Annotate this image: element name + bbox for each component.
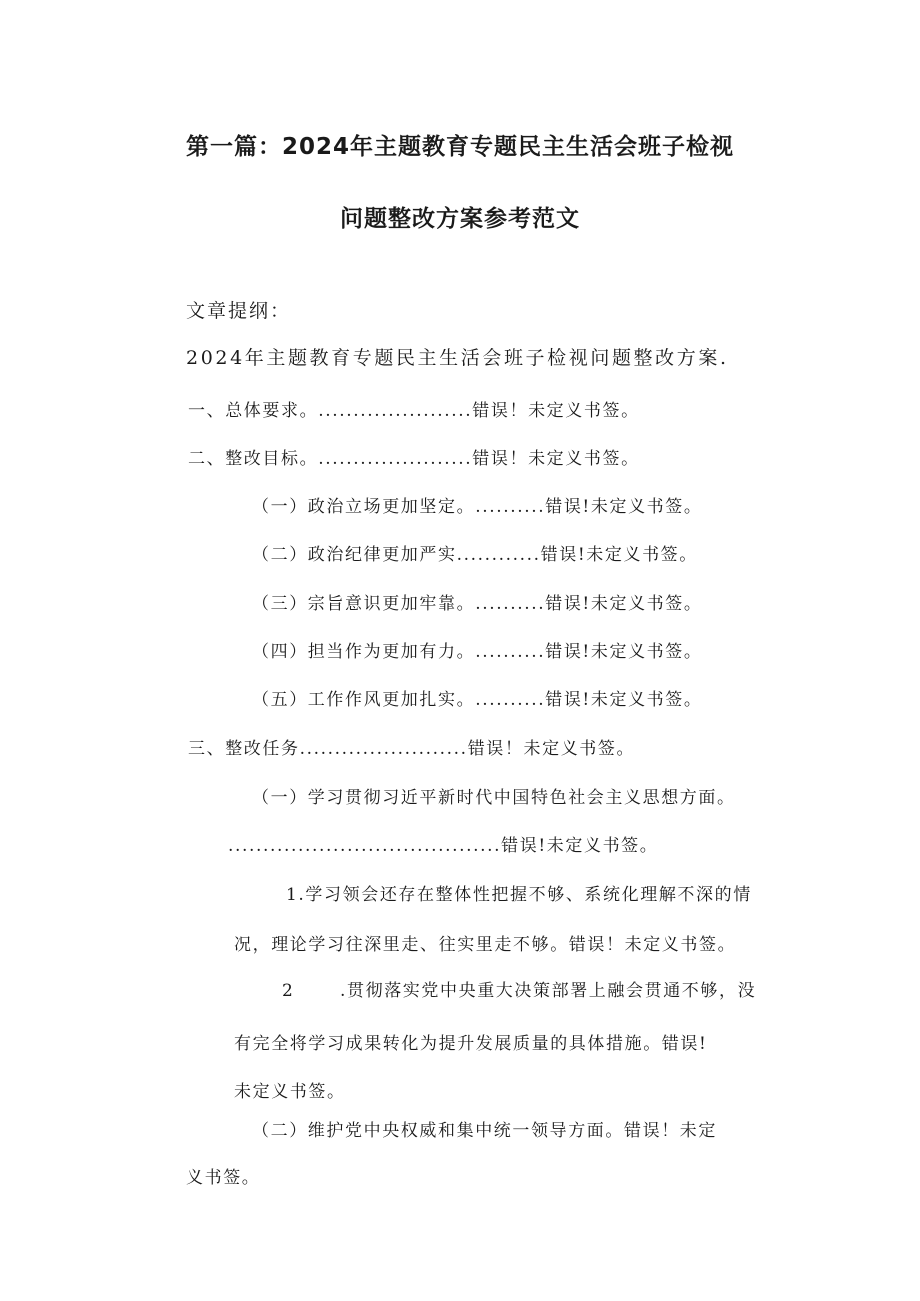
toc-entry[interactable]: 二、整改目标。......................错误！未定义书签。: [188, 449, 640, 469]
document-title-line-2: 问题整改方案参考范文: [340, 206, 580, 232]
toc-entry[interactable]: （四）担当作为更加有力。..........错误!未定义书签。: [252, 642, 703, 662]
toc-entry-continuation[interactable]: 况，理论学习往深里走、往实里走不够。错误！未定义书签。: [234, 935, 737, 955]
toc-entry-continuation[interactable]: 有完全将学习成果转化为提升发展质量的具体措施。错误!: [234, 1034, 708, 1054]
toc-entry[interactable]: （二）维护党中央权威和集中统一领导方面。错误！未定: [252, 1121, 717, 1141]
outline-heading: 文章提纲：: [186, 300, 292, 322]
toc-entry[interactable]: （一）政治立场更加坚定。..........错误!未定义书签。: [252, 497, 703, 517]
toc-item-number: 2: [282, 981, 295, 1001]
document-title-line-1: 第一篇：2024年主题教育专题民主生活会班子检视: [185, 134, 734, 160]
toc-entry[interactable]: （五）工作作风更加扎实。..........错误!未定义书签。: [252, 690, 703, 710]
toc-entry[interactable]: （三）宗旨意识更加牢靠。..........错误!未定义书签。: [252, 594, 703, 614]
toc-entry-continuation[interactable]: 义书签。: [186, 1168, 261, 1188]
toc-item-text: .贯彻落实党中央重大决策部署上融会贯通不够，没: [340, 981, 757, 1001]
outline-document-title: 2024年主题教育专题民主生活会班子检视问题整改方案.: [186, 347, 729, 369]
toc-entry[interactable]: （一）学习贯彻习近平新时代中国特色社会主义思想方面。: [252, 788, 736, 808]
toc-entry[interactable]: 1.学习领会还存在整体性把握不够、系统化理解不深的情: [286, 885, 752, 905]
toc-entry[interactable]: [282, 976, 756, 1001]
toc-entry[interactable]: （二）政治纪律更加严实............错误!未定义书签。: [252, 545, 698, 565]
toc-entry[interactable]: 三、整改任务........................错误！未定义书签。: [188, 739, 636, 759]
toc-entry-continuation[interactable]: 未定义书签。: [234, 1082, 346, 1102]
toc-entry-continuation[interactable]: .......................................错误!未定义书签。: [228, 836, 659, 856]
toc-entry[interactable]: 一、总体要求。......................错误！未定义书签。: [188, 401, 640, 421]
